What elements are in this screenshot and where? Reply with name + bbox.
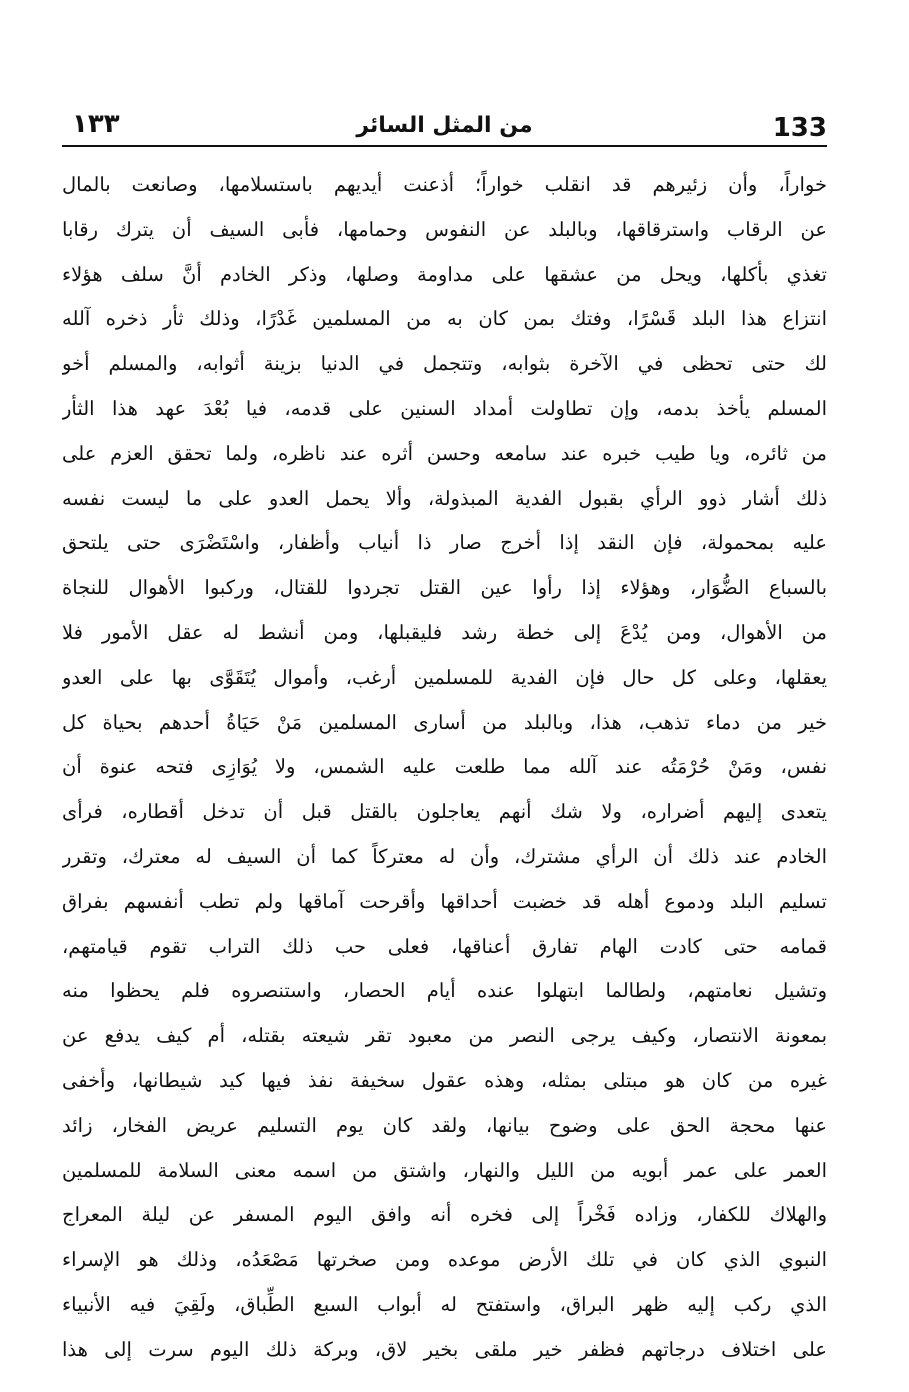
text-line: على اختلاف درجاتهم فظفر خير ملقى بخير لاق، وبركة ذلك اليوم سرت إلى هذا — [62, 1337, 827, 1361]
text-line: بالسباع الضُّوَار، وهؤلاء إذا رأوا عين القتل تجردوا للقتال، وركبوا الأهوال للنجاة — [62, 576, 827, 600]
text-line: يعقلها، وعلى كل حال فإن الفدية للمسلمين أرغب، وأموال يُتَقَوَّى بها على العدو — [62, 665, 827, 689]
text-line: النبوي الذي كان في تلك الأرض موعده ومن صخرتها مَصْعَدُه، وذلك هو الإسراء — [62, 1248, 827, 1272]
text-line: من ثائره، ويا طيب خبره عند سامعه وحسن أثره عند ناظره، ولما تحقق العزم على — [62, 441, 827, 465]
text-line: وتشيل نعامتهم، ولطالما ابتهلوا عنده أيام الحصار، واستنصروه فلم يحظوا منه — [62, 979, 827, 1003]
text-line: عن الرقاب واسترقاقها، وبالبلد عن النفوس وحمامها، فأبى السيف أن يترك رقابا — [62, 217, 827, 241]
body-text — [62, 163, 827, 1373]
text-line: لك حتى تحظى في الآخرة بثوابه، وتتجمل في الدنيا بزينة أثوابه، والمسلم أخو — [62, 352, 827, 376]
text-line: يتعدى إليهم أضراره، ولا شك أنهم يعاجلون بالقتل قبل أن تدخل أقطاره، فرأى — [62, 800, 827, 824]
text-line: من الأهوال، ومن يُدْعَ إلى خطة رشد فليقبلها، ومن أنشط له عقل الأمور فلا — [62, 620, 827, 644]
book-page — [62, 95, 827, 1375]
page-number-arabic: ١٣٣ — [72, 109, 120, 139]
running-title: من المثل السائر — [356, 113, 533, 138]
text-line: خواراً، وأن زئيرهم قد انقلب خواراً؛ أذعنت أيديهم باستسلامها، وصانعت بالمال — [62, 173, 827, 196]
text-line: نفس، ومَنْ حُرْمَتُه عند آلله مما طلعت عليه الشمس، ولا يُوَازِى فتحه عنوة أن — [62, 755, 827, 779]
text-line: والهلاك للكفار، وزاده فَخْراً إلى فخره أنه وافق اليوم المسفر عن ليلة المعراج — [62, 1203, 827, 1227]
text-line: المسلم يأخذ بدمه، وإن تطاولت أمداد السنين على قدمه، فيا بُعْدَ عهد هذا الثأر — [62, 396, 827, 420]
text-line: غيره من كان هو مبتلى بمثله، وهذه عقول سخيفة نفذ فيها كيد شيطانها، وأخفى — [62, 1068, 827, 1092]
text-line: بمعونة الانتصار، وكيف يرجى النصر من معبود تقر شيعته بقتله، أم كيف يدفع عن — [62, 1024, 827, 1048]
text-line: الخادم عند ذلك أن الرأي مشترك، وأن له معتركاً كما أن السيف له معترك، وتقرر — [62, 844, 827, 868]
page-header — [62, 95, 827, 147]
text-line: انتزاع هذا البلد قَسْرًا، وفتك بمن كان به من المسلمين غَدْرًا، وذلك ثأر ذخره آلله — [62, 307, 827, 331]
text-line: تسليم البلد ودموع أهله قد خضبت أحداقها وأقرحت آماقها ولم تطب أنفسهم بفراق — [62, 889, 827, 913]
text-line: العمر على عمر أبويه من الليل والنهار، واشتق من اسمه معنى السلامة للمسلمين — [62, 1158, 827, 1182]
text-line: عنها محجة الحق على وضوح بيانها، ولقد كان يوم التسليم عريض الفخار، زائد — [62, 1113, 827, 1137]
text-line: تغذي بأكلها، ويحل من عشقها على مداومة وصلها، وذكر الخادم أنَّ سلف هؤلاء — [62, 262, 827, 286]
text-line: ذلك أشار ذوو الرأي بقبول الفدية المبذولة، وألا يحمل العدو على ما ليست نفسه — [62, 486, 827, 510]
text-line: عليه بمحمولة، فإن النقد إذا أخرج صار ذا أنياب وأظفار، واسْتَضْرَى حتى يلتحق — [62, 531, 827, 555]
text-line: الذي ركب إليه ظهر البراق، واستفتح له أبواب السبع الطِّباق، ولَقِيَ فيه الأنبياء — [62, 1292, 827, 1316]
text-line: قمامه حتى كادت الهام تفارق أعناقها، فعلى حب ذلك التراب تقوم قيامتهم، — [62, 934, 827, 958]
page-number-latin: 133 — [772, 113, 827, 143]
text-line: خير من دماء تذهب، هذا، وبالبلد من أسارى المسلمين مَنْ حَيَاةُ أحدهم بحياة كل — [62, 710, 827, 734]
